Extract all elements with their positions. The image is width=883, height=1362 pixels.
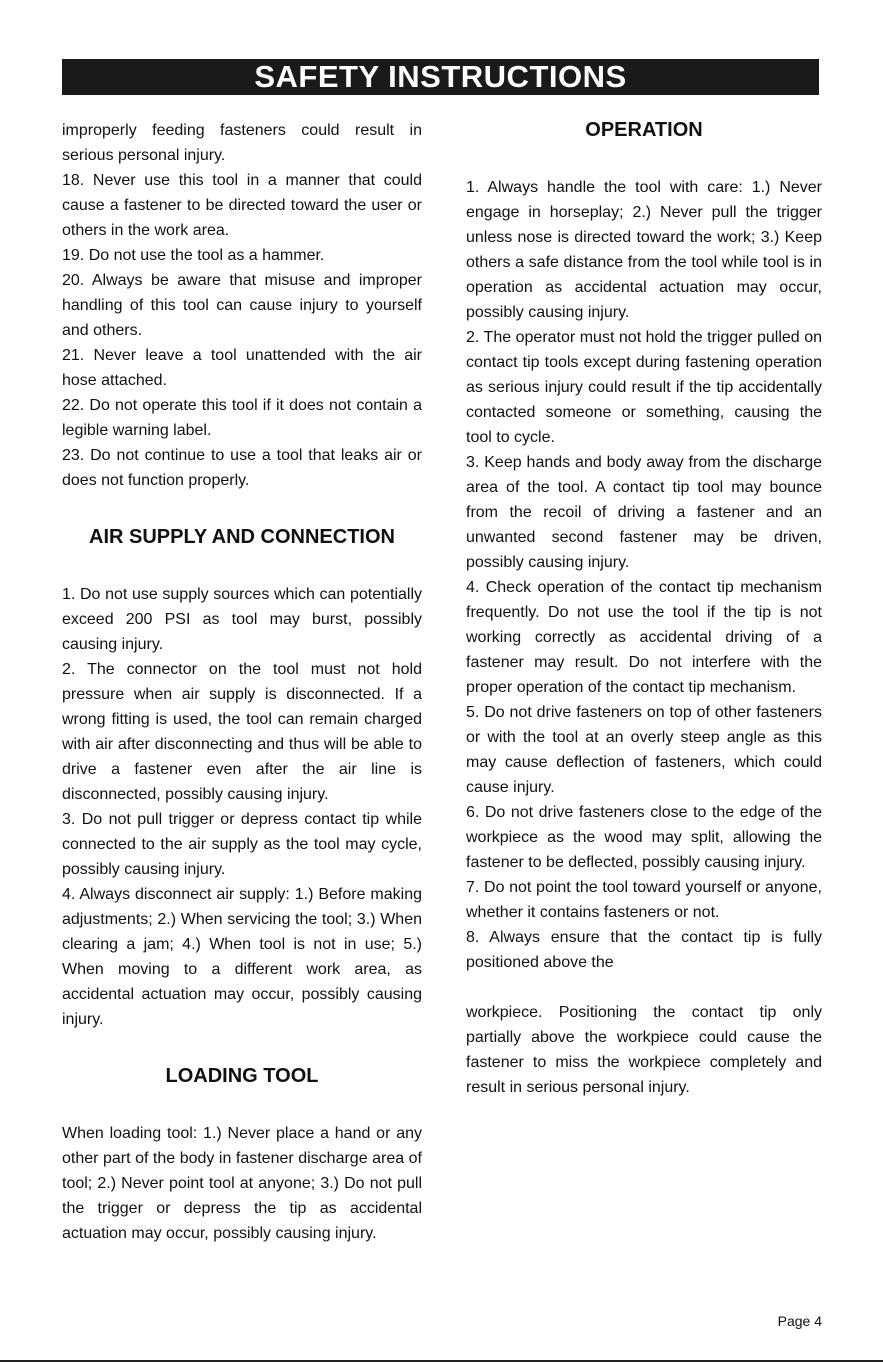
loading-tool-heading: LOADING TOOL [165, 1065, 319, 1087]
operation-item-8: 8. Always ensure that the contact tip is fully positioned above the [466, 929, 822, 971]
operation-item-7: 7. Do not point the tool toward yourself or anyone, whether it contains fasteners or not. [466, 879, 822, 921]
operation-item-6: 6. Do not drive fasteners close to the edge of the workpiece as the wood may split, allowing the fastener to be deflected, possibly causing injury. [466, 804, 822, 871]
operation-item-4: 4. Check operation of the contact tip mechanism frequently. Do not use the tool if the tip is not working correctly as accidental driving of a fastener may result. Do not interfere with the proper operation of the contact tip mechanism. [466, 579, 822, 696]
safety-item-18: 18. Never use this tool in a manner that could cause a fastener to be directed toward the user or others in the work area. [62, 172, 422, 239]
safety-item-19: 19. Do not use the tool as a hammer. [62, 247, 325, 264]
air-item-2: 2. The connector on the tool must not hold pressure when air supply is disconnected. If a wrong fitting is used, the tool can remain charged with air after disconnecting and thus will be able to drive a fastener even after the air line is disconnected, possibly causing injury. [62, 661, 422, 803]
page-title: SAFETY INSTRUCTIONS [254, 59, 627, 94]
operation-heading: OPERATION [585, 119, 703, 141]
page-number: Page 4 [777, 1313, 822, 1329]
air-item-1: 1. Do not use supply sources which can potentially exceed 200 PSI as tool may burst, possibly causing injury. [62, 586, 422, 653]
air-item-3: 3. Do not pull trigger or depress contact tip while connected to the air supply as the tool may cycle, possibly causing injury. [62, 811, 422, 878]
operation-item-2: 2. The operator must not hold the trigger pulled on contact tip tools except during fastening operation as serious injury could result if the tip accidentally contacted someone or something, causing the tool to cycle. [466, 329, 822, 446]
page-title-banner [62, 59, 819, 95]
operation-item-8-continuation: workpiece. Positioning the contact tip only partially above the workpiece could cause the fastener to miss the workpiece completely and result in serious personal injury. [466, 1004, 822, 1096]
right-column [466, 118, 822, 1100]
operation-item-3: 3. Keep hands and body away from the discharge area of the tool. A contact tip tool may bounce from the recoil of driving a fastener and an unwanted second fastener may be driven, possibly causing injury. [466, 454, 822, 571]
operation-item-1: 1. Always handle the tool with care: 1.) Never engage in horseplay; 2.) Never pull the trigger unless nose is directed toward the work; 3.) Keep others a safe distance from the tool while tool is in operation as accidental actuation may occur, possibly causing injury. [466, 179, 822, 321]
safety-item-20: 20. Always be aware that misuse and improper handling of this tool can cause injury to yourself and others. [62, 272, 422, 339]
safety-item-22: 22. Do not operate this tool if it does not contain a legible warning label. [62, 397, 422, 439]
left-column [62, 118, 422, 1246]
operation-item-5: 5. Do not drive fasteners on top of other fasteners or with the tool at an overly steep angle as this may cause deflection of fasteners, which could cause injury. [466, 704, 822, 796]
air-supply-heading: AIR SUPPLY AND CONNECTION [89, 526, 395, 548]
loading-tool-text: When loading tool: 1.) Never place a hand or any other part of the body in fastener discharge area of tool; 2.) Never point tool at anyone; 3.) Do not pull the trigger or depress the tip as accidental actuation may occur, possibly causing injury. [62, 1125, 422, 1242]
safety-item-21: 21. Never leave a tool unattended with the air hose attached. [62, 347, 422, 389]
air-item-4: 4. Always disconnect air supply: 1.) Before making adjustments; 2.) When servicing the tool; 3.) When clearing a jam; 4.) When tool is not in use; 5.) When moving to a different work area, as accidental actuation may occur, possibly causing injury. [62, 886, 422, 1028]
safety-item-23: 23. Do not continue to use a tool that leaks air or does not function properly. [62, 447, 422, 489]
intro-continuation: improperly feeding fasteners could result in serious personal injury. [62, 122, 422, 164]
